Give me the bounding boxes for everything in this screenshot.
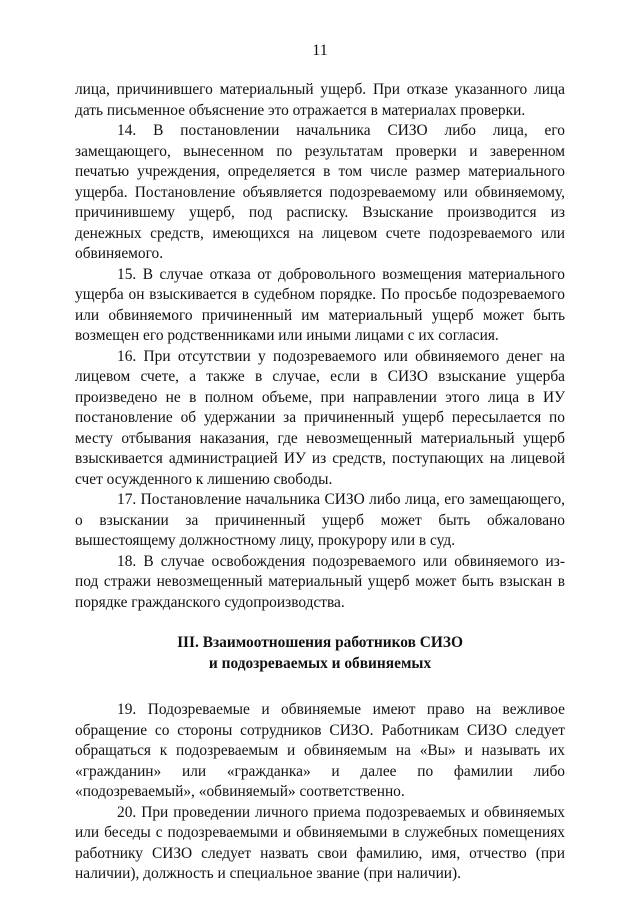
paragraph-13-continuation: лица, причинившего материальный ущерб. При отказе указанного лица дать письменное объяснение это отражается в материалах проверки. xyxy=(75,81,565,119)
paragraph-20: 20. При проведении личного приема подозреваемых и обвиняемых или беседы с подозреваемыми и обвиняемыми в служебных помещениях работнику СИЗО следует назвать свои фамилию, имя, отчество (при наличии), должность и специальное звание (при наличии). xyxy=(75,803,565,882)
section-heading xyxy=(75,633,565,674)
paragraph-15: 15. В случае отказа от добровольного возмещения материального ущерба он взыскивается в судебном порядке. По просьбе подозреваемого или обвиняемого причиненный им материальный ущерб может быть возмещен его родственниками или иными лицами с их согласия. xyxy=(75,265,565,344)
document-body xyxy=(75,80,565,885)
paragraph-14: 14. В постановлении начальника СИЗО либо лица, его замещающего, вынесенном по результатам проверки и заверенном печатью учреждения, определяется в том числе размер материального ущерба. Постановление объявляется подозреваемому или обвиняемому, причинившему ущерб, под расписку. Взыскание производится из денежных средств, имеющихся на лицевом счете подозреваемого или обвиняемого. xyxy=(75,122,565,262)
page-number: 11 xyxy=(312,42,328,59)
paragraph-16: 16. При отсутствии у подозреваемого или обвиняемого денег на лицевом счете, а также в случае, если в СИЗО взыскание ущерба произведено не в полном объеме, при направлении этого лица в ИУ постановление об удержании за причиненный ущерб пересылается по месту отбывания наказания, где невозмещенный материальный ущерб взыскивается администрацией ИУ из средств, поступающих на лицевой счет осужденного к лишению свободы. xyxy=(75,347,565,488)
paragraph-18: 18. В случае освобождения подозреваемого или обвиняемого из-под стражи невозмещенный материальный ущерб может быть взыскан в порядке гражданского судопроизводства. xyxy=(75,552,565,611)
section-heading-line-1: III. Взаимоотношения работников СИЗО xyxy=(177,634,463,651)
paragraph-17: 17. Постановление начальника СИЗО либо лица, его замещающего, о взыскании за причиненный ущерб может быть обжаловано вышестоящему должностному лицу, прокурору или в суд. xyxy=(75,491,565,549)
paragraph-19: 19. Подозреваемые и обвиняемые имеют право на вежливое обращение со стороны сотрудников СИЗО. Работникам СИЗО следует обращаться к подозреваемым и обвиняемым на «Вы» и называть их «гражданин» или «гражданка» и далее по фамилии либо «подозреваемый», «обвиняемый» соответственно. xyxy=(75,701,565,800)
section-heading-line-2: и подозреваемых и обвиняемых xyxy=(208,654,432,672)
